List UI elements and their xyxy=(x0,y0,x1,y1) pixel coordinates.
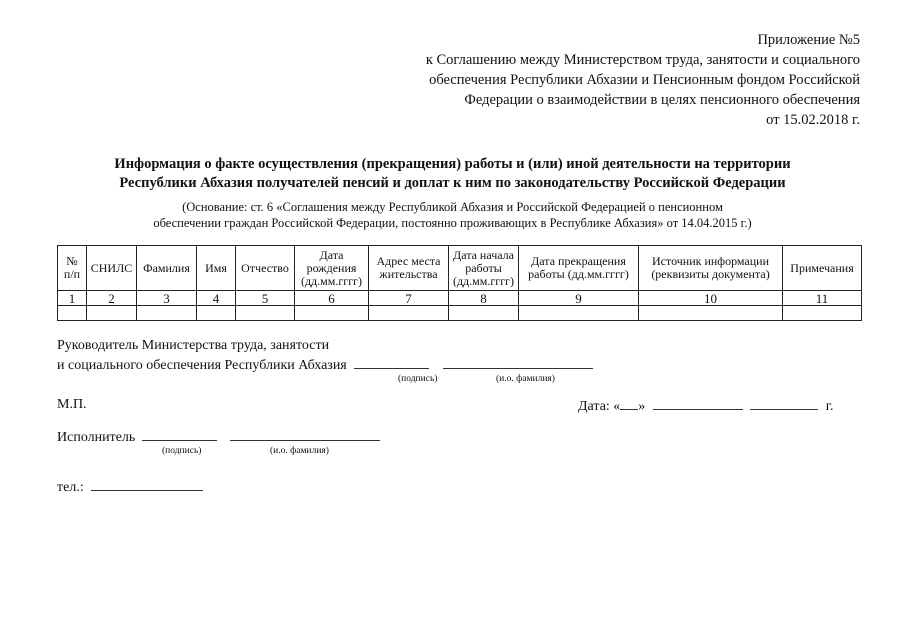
date-day-field[interactable] xyxy=(620,397,638,410)
stamp-label: М.П. xyxy=(57,397,87,412)
head-title-line1: Руководитель Министерства труда, занятости xyxy=(57,338,330,353)
head-name-field[interactable] xyxy=(443,356,593,369)
executor-signature-caption: (подпись) xyxy=(162,446,202,456)
number-cell: 7 xyxy=(369,291,449,306)
table-row xyxy=(58,306,862,321)
header-cell: Примечания xyxy=(783,246,862,291)
head-signature-field[interactable] xyxy=(354,356,429,369)
phone-label: тел.: xyxy=(57,480,84,495)
header-cell: Имя xyxy=(197,246,236,291)
number-cell: 2 xyxy=(87,291,137,306)
document-title xyxy=(0,155,905,193)
appendix-date: от 15.02.2018 г. xyxy=(766,112,860,128)
empty-cell[interactable] xyxy=(783,306,862,321)
table-number-row xyxy=(58,291,862,306)
basis-line: (Основание: ст. 6 «Соглашения между Республикой Абхазия и Российской Федерацией о пенсионном xyxy=(182,200,723,214)
number-cell: 8 xyxy=(449,291,519,306)
date-prefix: Дата: « xyxy=(578,399,621,414)
name-caption: (и.о. фамилия) xyxy=(496,374,555,384)
header-cell: Источник информации (реквизиты документа) xyxy=(639,246,783,291)
date-suffix: г. xyxy=(825,399,834,414)
executor-name-field[interactable] xyxy=(230,428,380,441)
executor-label: Исполнитель xyxy=(57,430,136,445)
header-cell: Отчество xyxy=(236,246,295,291)
appendix-line: к Соглашению между Министерством труда, занятости и социального xyxy=(425,52,860,68)
empty-cell[interactable] xyxy=(449,306,519,321)
head-signature-row xyxy=(57,356,593,374)
empty-cell[interactable] xyxy=(369,306,449,321)
header-cell: СНИЛС xyxy=(87,246,137,291)
empty-cell[interactable] xyxy=(58,306,87,321)
empty-cell[interactable] xyxy=(197,306,236,321)
executor-row xyxy=(57,428,380,446)
phone-row xyxy=(57,478,203,496)
appendix-header xyxy=(426,30,860,130)
header-cell: Дата рождения (дд.мм.гггг) xyxy=(295,246,369,291)
number-cell: 6 xyxy=(295,291,369,306)
empty-cell[interactable] xyxy=(236,306,295,321)
empty-cell[interactable] xyxy=(137,306,197,321)
date-year-field[interactable] xyxy=(750,397,818,410)
signature-caption: (подпись) xyxy=(398,374,438,384)
number-cell: 9 xyxy=(519,291,639,306)
number-cell: 5 xyxy=(236,291,295,306)
executor-signature-field[interactable] xyxy=(142,428,217,441)
header-cell: Адрес места жительства xyxy=(369,246,449,291)
number-cell: 4 xyxy=(197,291,236,306)
header-cell: Дата начала работы (дд.мм.гггг) xyxy=(449,246,519,291)
empty-cell[interactable] xyxy=(295,306,369,321)
empty-cell[interactable] xyxy=(639,306,783,321)
header-cell: Фамилия xyxy=(137,246,197,291)
number-cell: 10 xyxy=(639,291,783,306)
title-line: Республики Абхазия получателей пенсий и доплат к ним по законодательству Российской Федерации xyxy=(119,175,786,191)
number-cell: 1 xyxy=(58,291,87,306)
number-cell: 3 xyxy=(137,291,197,306)
phone-field[interactable] xyxy=(91,478,203,491)
title-line: Информация о факте осуществления (прекращения) работы и (или) иной деятельности на территории xyxy=(114,156,791,172)
empty-cell[interactable] xyxy=(87,306,137,321)
basis-line: обеспечении граждан Российской Федерации, постоянно проживающих в Республике Абхазия» от 14.04.2015 г.) xyxy=(153,216,752,230)
date-mid: » xyxy=(638,399,646,414)
info-table xyxy=(57,245,862,321)
appendix-line: обеспечения Республики Абхазии и Пенсионным фондом Российской xyxy=(429,72,860,88)
executor-name-caption: (и.о. фамилия) xyxy=(270,446,329,456)
header-cell: № п/п xyxy=(58,246,87,291)
header-cell: Дата прекращения работы (дд.мм.гггг) xyxy=(519,246,639,291)
number-cell: 11 xyxy=(783,291,862,306)
basis-note xyxy=(0,199,905,231)
table-header-row xyxy=(58,246,862,291)
appendix-line: Федерации о взаимодействии в целях пенсионного обеспечения xyxy=(464,92,860,108)
date-month-field[interactable] xyxy=(653,397,743,410)
appendix-number: Приложение №5 xyxy=(757,32,860,48)
date-row xyxy=(578,397,833,415)
empty-cell[interactable] xyxy=(519,306,639,321)
head-title-line2: и социального обеспечения Республики Абхазия xyxy=(57,358,347,373)
